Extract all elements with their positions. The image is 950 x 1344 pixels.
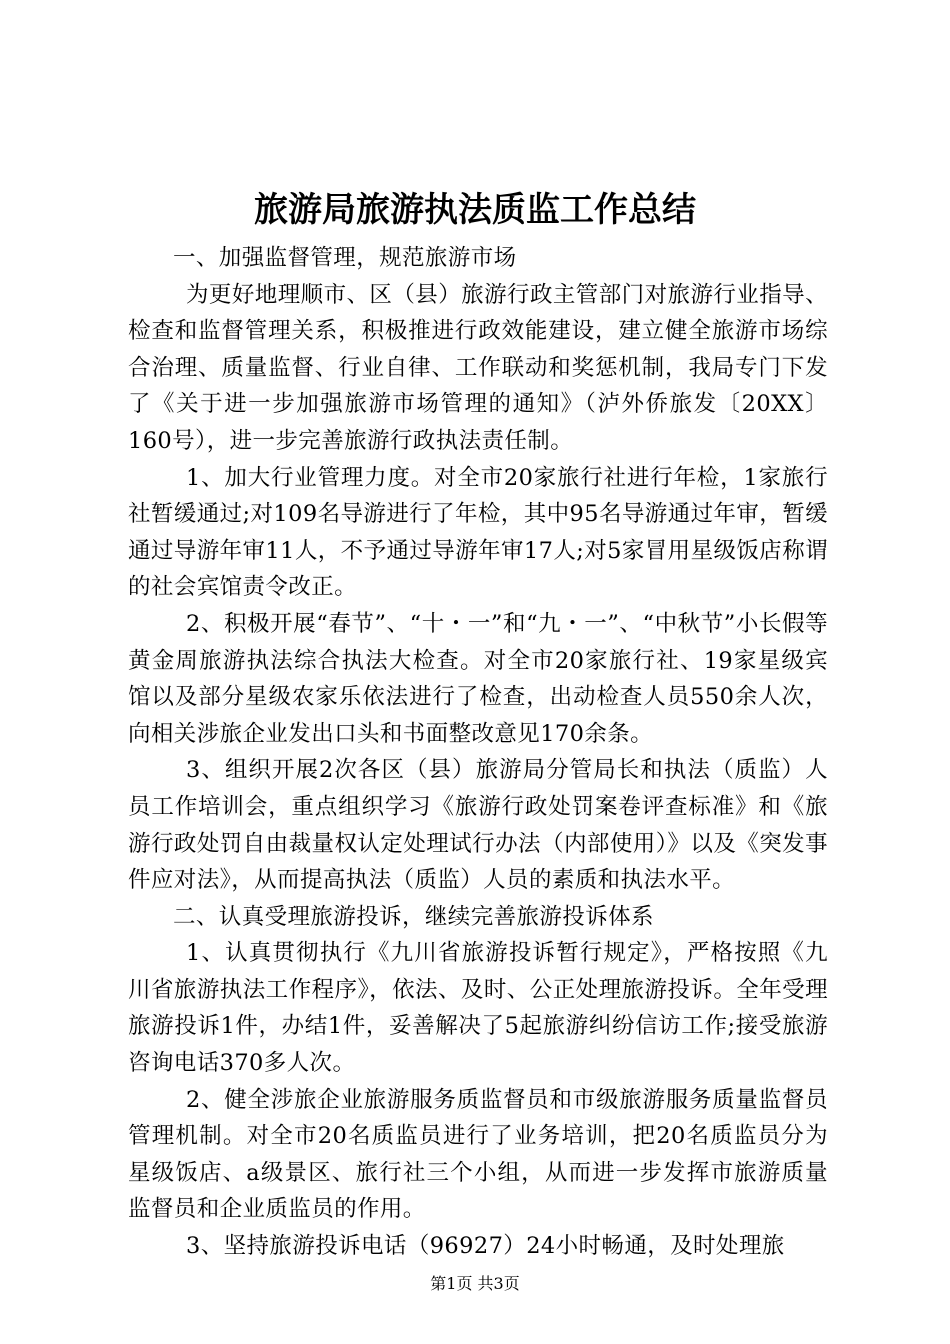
paragraph-item-1-3: 3、组织开展2次各区（县）旅游局分管局长和执法（质监）人员工作培训会，重点组织学习《旅游行政处罚案卷评查标准》和《旅游行政处罚自由裁量权认定处理试行办法（内部使用）》以及《突发事件应对法》，从而提高执法（质监）人员的素质和执法水平。	[128, 757, 828, 894]
page-footer: 第1页 共3页	[430, 1274, 520, 1293]
paragraph-item-2-3: 3、坚持旅游投诉电话（96927）24小时畅通，及时处理旅	[186, 1233, 785, 1260]
section-heading-2: 二、认真受理旅游投诉，继续完善旅游投诉体系	[173, 903, 654, 930]
document-body	[128, 240, 828, 1265]
paragraph-intro: 为更好地理顺市、区（县）旅游行政主管部门对旅游行业指导、检查和监督管理关系，积极推进行政效能建设，建立健全旅游市场综合治理、质量监督、行业自律、工作联动和奖惩机制，我局专门下发了《关于进一步加强旅游市场管理的通知》（泸外侨旅发〔20XX〕160号），进一步完善旅游行政执法责任制。	[128, 281, 828, 454]
paragraph-item-1-2: 2、积极开展“春节”、“十・一”和“九・一”、“中秋节”小长假等黄金周旅游执法综合执法大检查。对全市20家旅行社、19家星级宾馆以及部分星级农家乐依法进行了检查，出动检查人员550余人次，向相关涉旅企业发出口头和书面整改意见170余条。	[128, 610, 828, 747]
document-title: 旅游局旅游执法质监工作总结	[254, 190, 696, 230]
paragraph-item-2-2: 2、健全涉旅企业旅游服务质监督员和市级旅游服务质量监督员管理机制。对全市20名质监员进行了业务培训，把20名质监员分为星级饭店、a级景区、旅行社三个小组，从而进一步发挥市旅游质量监督员和企业质监员的作用。	[128, 1086, 828, 1223]
section-heading-1: 一、加强监督管理，规范旅游市场	[173, 245, 517, 271]
paragraph-item-2-1: 1、认真贯彻执行《九川省旅游投诉暂行规定》，严格按照《九川省旅游执法工作程序》，依法、及时、公正处理旅游投诉。全年受理旅游投诉1件，办结1件，妥善解决了5起旅游纠纷信访工作;接受旅游咨询电话370多人次。	[128, 940, 828, 1077]
paragraph-item-1-1: 1、加大行业管理力度。对全市20家旅行社进行年检，1家旅行社暂缓通过;对109名导游进行了年检，其中95名导游通过年审，暂缓通过导游年审11人，不予通过导游年审17人;对5家冒用星级饭店称谓的社会宾馆责令改正。	[128, 464, 828, 601]
